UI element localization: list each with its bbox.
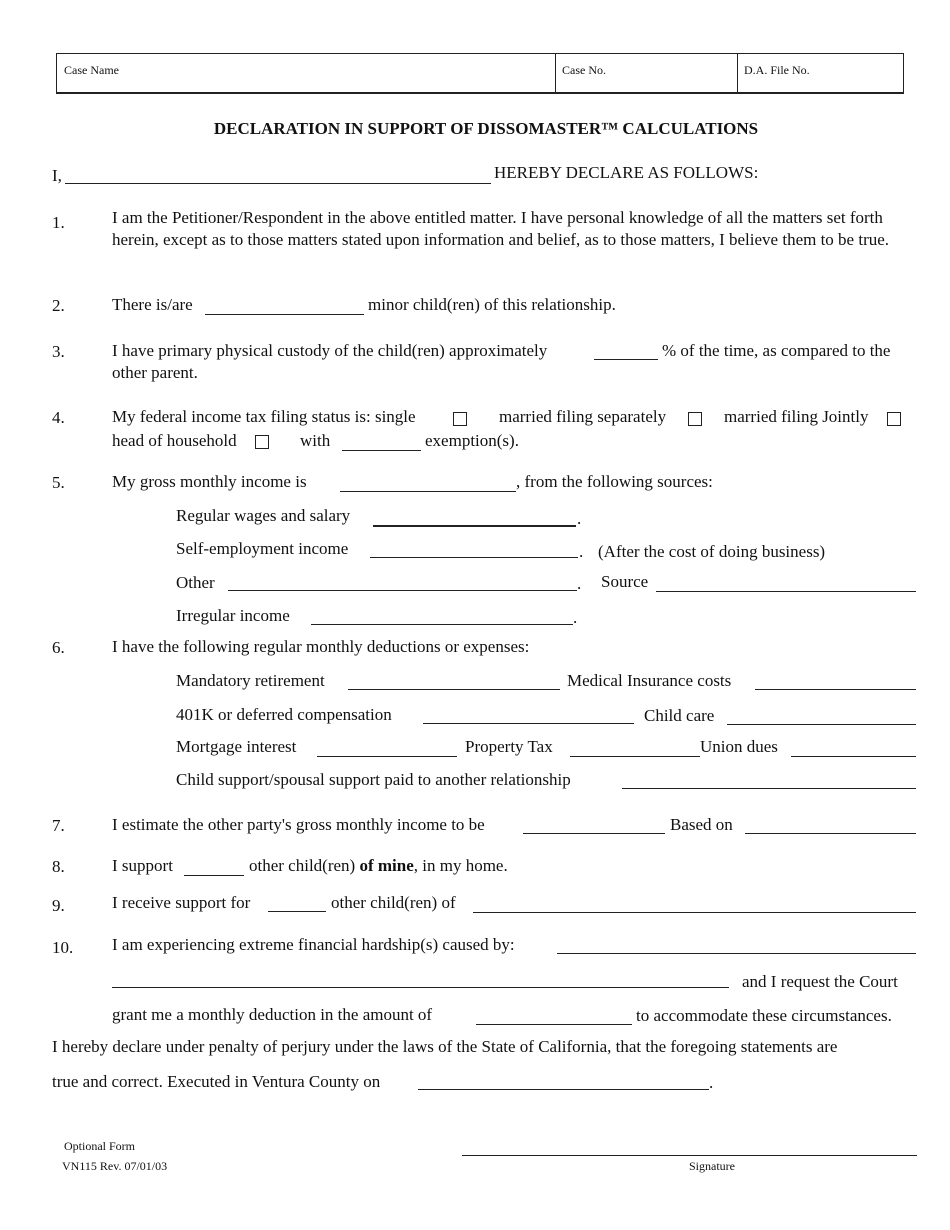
item-4-text-e: with — [300, 431, 331, 450]
gross-income-field[interactable] — [340, 491, 516, 492]
property-tax-field[interactable] — [570, 756, 700, 757]
signature-field[interactable] — [462, 1155, 917, 1156]
hardship-cause-field[interactable] — [557, 953, 916, 954]
custody-percent-field[interactable] — [594, 359, 658, 360]
401k-label: 401K or deferred compensation — [176, 705, 392, 724]
item-2-text-b: minor child(ren) of this relationship. — [368, 295, 616, 314]
item-10-text-a: I am experiencing extreme financial hardship(s) caused by: — [112, 935, 515, 954]
union-dues-label: Union dues — [700, 737, 778, 756]
intro-i: I, — [52, 166, 62, 185]
401k-field[interactable] — [423, 723, 634, 724]
item-8-text-a: I support — [112, 856, 173, 875]
item-7-text-b: Based on — [670, 815, 733, 834]
optional-form-label: Optional Form — [64, 1139, 135, 1153]
item-number: 5. — [52, 473, 65, 492]
case-name-field[interactable] — [57, 54, 555, 92]
item-8-text-group — [249, 855, 508, 877]
item-3-text-c: other parent. — [112, 363, 198, 382]
item-1-text: I am the Petitioner/Respondent in the above entitled matter. I have personal knowledge of all the matters set forth herein, except as to those matters stated upon information and belief, as to those matters, I believe them to be true. — [112, 208, 890, 249]
item-5-text-b: , from the following sources: — [516, 472, 713, 491]
based-on-field[interactable] — [745, 833, 916, 834]
da-file-no-label: D.A. File No. — [744, 63, 810, 77]
case-name-label: Case Name — [64, 63, 119, 77]
married-jointly-checkbox[interactable] — [887, 412, 901, 426]
item-number: 7. — [52, 816, 65, 835]
item-10-text-d: to accommodate these circumstances. — [636, 1006, 892, 1025]
item-8-text-c: of mine — [359, 856, 414, 875]
form-revision-label: VN115 Rev. 07/01/03 — [62, 1159, 168, 1173]
minor-children-count-field[interactable] — [205, 314, 364, 315]
form-title: DECLARATION IN SUPPORT OF DISSOMASTER™ CALCULATIONS — [213, 119, 759, 138]
union-dues-field[interactable] — [791, 756, 916, 757]
dot: . — [579, 542, 584, 561]
dot: . — [573, 608, 578, 627]
item-number: 3. — [52, 342, 65, 361]
item-number: 6. — [52, 638, 65, 657]
child-support-label: Child support/spousal support paid to another relationship — [176, 770, 571, 789]
hardship-deduction-amount-field[interactable] — [476, 1024, 632, 1025]
item-10-text-c: grant me a monthly deduction in the amount of — [112, 1005, 433, 1024]
hardship-cause-continued-field[interactable] — [112, 987, 729, 988]
item-4-text-b: married filing separately — [499, 407, 667, 426]
case-header-box — [56, 53, 904, 94]
single-checkbox[interactable] — [453, 412, 467, 426]
case-no-field[interactable] — [555, 54, 737, 92]
received-support-of-field[interactable] — [473, 912, 916, 913]
received-support-count-field[interactable] — [268, 911, 326, 912]
irregular-income-label: Irregular income — [176, 606, 290, 625]
self-employment-note: (After the cost of doing business) — [598, 542, 826, 561]
item-4-text-a: My federal income tax filing status is: single — [112, 407, 416, 426]
closing-line-2b: . — [709, 1073, 714, 1092]
other-income-label: Other — [176, 573, 215, 592]
mortgage-interest-field[interactable] — [317, 756, 457, 757]
exemptions-field[interactable] — [342, 450, 421, 451]
child-support-field[interactable] — [622, 788, 916, 789]
wages-label: Regular wages and salary — [176, 506, 351, 525]
da-file-no-field[interactable] — [737, 54, 905, 92]
irregular-income-field[interactable] — [311, 624, 573, 625]
self-employment-label: Self-employment income — [176, 539, 349, 558]
item-4-text-d: head of household — [112, 431, 237, 450]
dot: . — [577, 509, 582, 528]
item-5-text-a: My gross monthly income is — [112, 472, 307, 491]
item-number: 1. — [52, 213, 65, 232]
item-number: 8. — [52, 857, 65, 876]
signature-label: Signature — [689, 1159, 735, 1173]
intro-declare: HEREBY DECLARE AS FOLLOWS: — [494, 163, 759, 182]
item-10-text-b: and I request the Court — [742, 972, 898, 991]
item-4-text-c: married filing Jointly — [724, 407, 869, 426]
child-care-label: Child care — [644, 706, 715, 725]
property-tax-label: Property Tax — [465, 737, 553, 756]
dot: . — [577, 574, 582, 593]
item-9-text-a: I receive support for — [112, 893, 251, 912]
item-9-text-b: other child(ren) of — [331, 893, 456, 912]
item-number: 4. — [52, 408, 65, 427]
item-8-text-b: other child(ren) — [249, 856, 356, 875]
other-income-field[interactable] — [228, 590, 577, 591]
execution-date-field[interactable] — [418, 1089, 709, 1090]
source-field[interactable] — [656, 591, 916, 592]
item-7-text-a: I estimate the other party's gross monthly income to be — [112, 815, 485, 834]
mandatory-retirement-field[interactable] — [348, 689, 560, 690]
item-number: 9. — [52, 896, 65, 915]
item-6-text: I have the following regular monthly deductions or expenses: — [112, 637, 530, 656]
source-label: Source — [601, 572, 649, 591]
other-party-income-field[interactable] — [523, 833, 665, 834]
item-8-text-d: , in my home. — [413, 856, 508, 875]
case-no-label: Case No. — [562, 63, 606, 77]
item-3-text-a: I have primary physical custody of the child(ren) approximately — [112, 341, 548, 360]
item-number: 2. — [52, 296, 65, 315]
child-care-field[interactable] — [727, 724, 916, 725]
item-2-text-a: There is/are — [112, 295, 193, 314]
medical-insurance-field[interactable] — [755, 689, 916, 690]
medical-insurance-label: Medical Insurance costs — [567, 671, 732, 690]
mandatory-retirement-label: Mandatory retirement — [176, 671, 325, 690]
self-employment-field[interactable] — [370, 557, 578, 558]
married-separately-checkbox[interactable] — [688, 412, 702, 426]
item-4-text-f: exemption(s). — [425, 431, 519, 450]
wages-field[interactable] — [373, 525, 576, 527]
item-3-text-b: % of the time, as compared to the — [662, 341, 891, 360]
supported-children-count-field[interactable] — [184, 875, 244, 876]
closing-line-2a: true and correct. Executed in Ventura County on — [52, 1072, 381, 1091]
item-number: 10. — [52, 938, 74, 957]
closing-line-1: I hereby declare under penalty of perjury under the laws of the State of California, that the foregoing statements are — [52, 1037, 838, 1056]
head-of-household-checkbox[interactable] — [255, 435, 269, 449]
mortgage-interest-label: Mortgage interest — [176, 737, 297, 756]
declarant-name-field[interactable] — [65, 183, 491, 184]
